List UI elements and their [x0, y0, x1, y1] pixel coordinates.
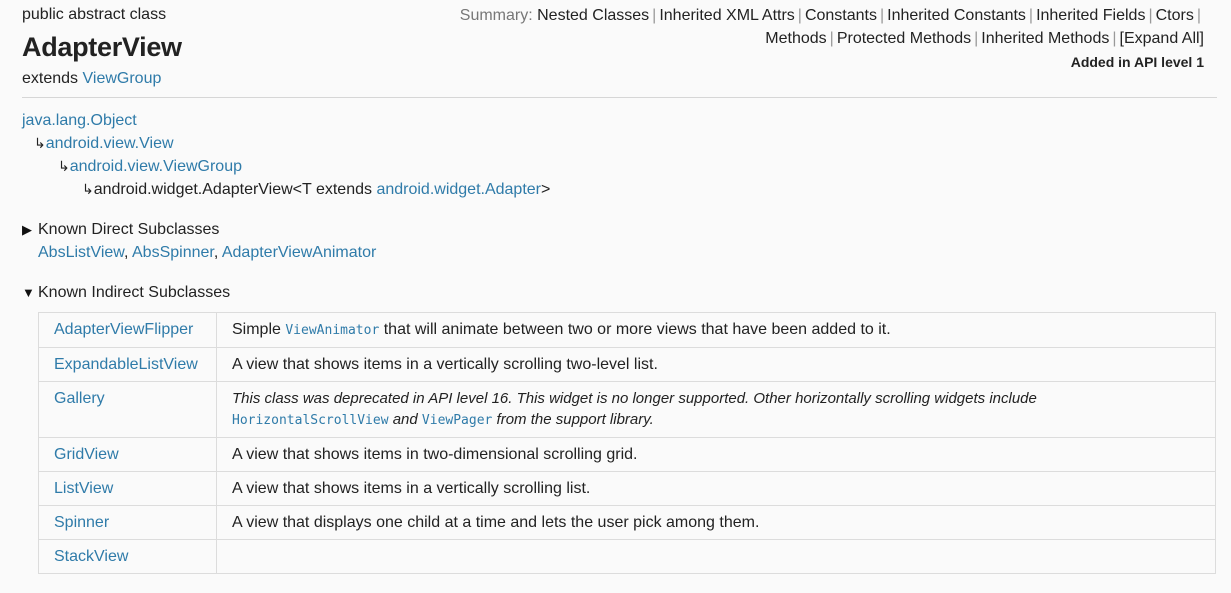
- summary-separator: |: [1196, 7, 1201, 24]
- summary-link-constants[interactable]: Constants: [804, 7, 877, 24]
- header-divider: [22, 97, 1217, 98]
- class-kind: public abstract class: [22, 6, 167, 23]
- summary-link-inherited-constants[interactable]: Inherited Constants: [887, 7, 1026, 24]
- table-cell-name: [39, 438, 217, 472]
- direct-subclass-link[interactable]: AbsSpinner: [132, 244, 214, 261]
- table-row: [39, 438, 1216, 472]
- page-title: AdapterView: [22, 32, 182, 62]
- direct-subclasses-heading: Known Direct Subclasses: [38, 221, 220, 238]
- summary-link-inherited-xml-attrs[interactable]: Inherited XML Attrs: [659, 7, 795, 24]
- table-cell-desc: A view that displays one child at a time and lets the user pick among them.: [217, 506, 1216, 540]
- table-cell-name: [39, 540, 217, 574]
- table-cell-desc: A view that shows items in a vertically scrolling list.: [217, 472, 1216, 506]
- indirect-subclasses-heading: Known Indirect Subclasses: [38, 284, 231, 301]
- subclass-link-gallery[interactable]: Gallery: [54, 390, 105, 407]
- table-cell-desc: A view that shows items in two-dimensional scrolling grid.: [217, 438, 1216, 472]
- direct-subclasses-toggle[interactable]: [22, 218, 376, 241]
- table-cell-name: [39, 506, 217, 540]
- subclass-link-gridview[interactable]: GridView: [54, 446, 119, 463]
- extends-label: extends: [22, 70, 79, 87]
- subclass-link-expandablelistview[interactable]: ExpandableListView: [54, 356, 198, 373]
- table-cell-desc: [217, 540, 1216, 574]
- collapse-triangle-icon: ▼: [22, 285, 35, 300]
- hierarchy-current-class: android.widget.AdapterView<T extends: [93, 181, 377, 198]
- hierarchy-link-viewgroup[interactable]: android.view.ViewGroup: [69, 158, 242, 175]
- list-separator: ,: [213, 244, 222, 261]
- hierarchy-arrow-icon: ↳: [58, 158, 70, 174]
- list-separator: ,: [123, 244, 132, 261]
- direct-subclass-link[interactable]: AdapterViewAnimator: [221, 244, 377, 261]
- deprecated-text: This class was deprecated in API level 16. This widget is no longer supported. Other horizontally scrolling widgets include: [232, 390, 1037, 407]
- direct-subclass-link[interactable]: AbsListView: [38, 244, 124, 261]
- summary-link-inherited-methods[interactable]: Inherited Methods: [981, 30, 1110, 47]
- table-cell-name: [39, 472, 217, 506]
- subclass-link-spinner[interactable]: Spinner: [54, 514, 110, 531]
- summary-link-protected-methods[interactable]: Protected Methods: [836, 30, 972, 47]
- deprecated-text: and: [388, 411, 422, 428]
- hierarchy-row: [22, 178, 550, 201]
- hierarchy-link-object[interactable]: java.lang.Object: [22, 112, 137, 129]
- code-link-viewanimator[interactable]: ViewAnimator: [285, 323, 380, 338]
- summary-separator: |: [1028, 7, 1034, 24]
- subclass-link-listview[interactable]: ListView: [54, 480, 114, 497]
- code-link-horizontalscrollview[interactable]: HorizontalScrollView: [232, 413, 389, 428]
- extends-line: [22, 68, 182, 90]
- table-row: [39, 382, 1216, 438]
- summary-link-ctors[interactable]: Ctors: [1155, 7, 1194, 24]
- summary-separator: |: [880, 7, 885, 24]
- class-header: [22, 4, 182, 90]
- direct-subclasses-section: [22, 218, 376, 264]
- subclass-link-stackview[interactable]: StackView: [54, 548, 129, 565]
- hierarchy-row: [22, 132, 550, 155]
- table-cell-desc: A view that shows items in a vertically scrolling two-level list.: [217, 348, 1216, 382]
- hierarchy-arrow-icon: ↳: [82, 181, 94, 197]
- hierarchy-link-view[interactable]: android.view.View: [45, 135, 174, 152]
- summary-separator: |: [974, 30, 979, 47]
- inheritance-hierarchy: [22, 109, 550, 201]
- indirect-subclasses-table: [38, 312, 1216, 574]
- summary-separator: |: [829, 30, 834, 47]
- subclass-link-adapterviewflipper[interactable]: AdapterViewFlipper: [54, 321, 194, 338]
- summary-separator: |: [1112, 30, 1117, 47]
- table-row: [39, 348, 1216, 382]
- summary-link-inherited-fields[interactable]: Inherited Fields: [1036, 7, 1146, 24]
- summary-separator: |: [1148, 7, 1153, 24]
- hierarchy-arrow-icon: ↳: [34, 135, 46, 151]
- indirect-subclasses-section: [22, 281, 230, 304]
- summary-separator: |: [652, 7, 657, 24]
- hierarchy-suffix: >: [541, 181, 551, 198]
- code-link-viewpager[interactable]: ViewPager: [421, 413, 493, 428]
- hierarchy-row: [22, 155, 550, 178]
- table-row: [39, 540, 1216, 574]
- desc-text: that will animate between two or more views that have been added to it.: [379, 321, 891, 338]
- summary-link-nested-classes[interactable]: Nested Classes: [537, 7, 650, 24]
- table-cell-name: [39, 348, 217, 382]
- summary-nav: [404, 4, 1204, 74]
- table-row: [39, 506, 1216, 540]
- desc-text: Simple: [232, 321, 286, 338]
- summary-label: Summary:: [459, 7, 533, 24]
- table-row: [39, 313, 1216, 348]
- table-cell-name: [39, 313, 217, 348]
- direct-subclasses-list: [22, 241, 376, 264]
- summary-link-methods[interactable]: Methods: [765, 30, 827, 47]
- summary-link-expand-all[interactable]: [Expand All]: [1119, 30, 1204, 47]
- api-level-badge: Added in API level 1: [1070, 54, 1204, 70]
- hierarchy-link-adapter[interactable]: android.widget.Adapter: [376, 181, 541, 198]
- table-cell-desc: [217, 313, 1216, 348]
- hierarchy-row: [22, 109, 550, 132]
- deprecated-text: from the support library.: [492, 411, 654, 428]
- summary-separator: |: [797, 7, 802, 24]
- table-row: [39, 472, 1216, 506]
- table-cell-name: [39, 382, 217, 438]
- table-cell-deprecated-desc: [217, 382, 1216, 438]
- extends-link-viewgroup[interactable]: ViewGroup: [82, 70, 162, 87]
- expand-triangle-icon: ▶: [22, 222, 32, 237]
- indirect-subclasses-toggle[interactable]: [22, 281, 230, 304]
